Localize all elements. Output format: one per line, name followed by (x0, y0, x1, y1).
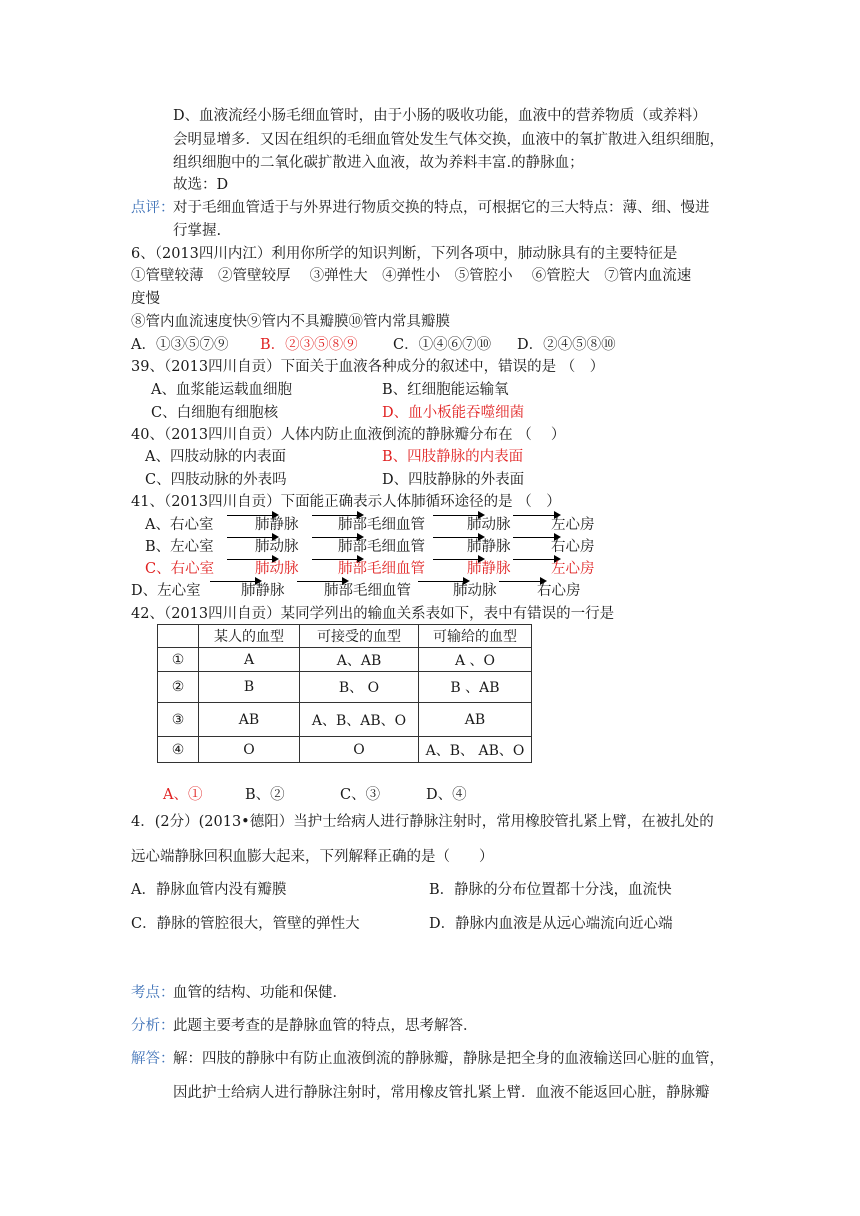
q39-option-b: B、红细胞能运输氧 (382, 382, 509, 398)
q4-option-c: C．静脉的管腔很大，管壁的弹性大 (131, 916, 360, 932)
q41-a-start: A、右心室 (145, 517, 214, 533)
table-cell: ④ (158, 737, 199, 763)
table-cell: B、 O (300, 672, 419, 703)
q4-option-d: D．静脉内血液是从远心端流向近心端 (429, 916, 673, 932)
table-row (158, 737, 532, 763)
explain-line-1: D、血液流经小肠毛细血管时，由于小肠的吸收功能，血液中的营养物质（或养料） (173, 108, 707, 124)
q41-d-start: D、左心室 (131, 583, 201, 599)
fenxi-text: 此题主要考查的是静脉血管的特点，思考解答． (173, 1018, 478, 1034)
q41-a-step-1: 肺静脉 (255, 517, 299, 533)
table-row (158, 672, 532, 703)
table-cell: ① (158, 648, 199, 672)
q41-c-start: C、右心室 (145, 561, 215, 577)
q40-stem: 40、（2013四川自贡）人体内防止血液倒流的静脉瓣分布在 （ ） (131, 427, 566, 443)
table-cell: B 、AB (419, 672, 532, 703)
q41-d-step-2: 肺部毛细血管 (324, 583, 411, 599)
fenxi-label: 分析： (131, 1018, 175, 1034)
q6-option-a: A．①③⑤⑦⑨ (131, 337, 229, 353)
q39-stem: 39、（2013四川自贡）下面关于血液各种成分的叙述中，错误的是 （ ） (131, 359, 605, 375)
q42-option-d: D、④ (426, 787, 467, 803)
table-cell: A 、O (419, 648, 532, 672)
blood-transfusion-table (157, 624, 532, 763)
table-cell: O (300, 737, 419, 763)
q41-d-step-1: 肺静脉 (241, 583, 285, 599)
q39-option-a: A、血浆能运载血细胞 (151, 382, 292, 398)
q41-d-end: 右心房 (537, 583, 581, 599)
explain-line-3: 组织细胞中的二氧化碳扩散进入血液，故为养料丰富.的静脉血； (173, 155, 584, 171)
q40-option-b: B、四肢静脉的内表面 (382, 449, 524, 465)
table-header-cell (158, 625, 199, 648)
q41-a-end: 左心房 (551, 517, 595, 533)
table-header-cell: 可接受的血型 (300, 625, 419, 648)
q41-c-step-2: 肺部毛细血管 (338, 561, 425, 577)
q6-option-c: C．①④⑥⑦⑩ (393, 337, 492, 353)
comment-label: 点评： (131, 200, 175, 216)
q42-option-b: B、② (245, 787, 285, 803)
q6-option-d: D．②④⑤⑧⑩ (517, 337, 616, 353)
jieda-line-1: 解：四肢的静脉中有防止血液倒流的静脉瓣，静脉是把全身的血液输送回心脏的血管， (173, 1051, 724, 1067)
q42-stem: 42、（2013四川自贡）某同学列出的输血关系表如下，表中有错误的一行是 (131, 606, 615, 622)
q42-option-a: A、① (163, 787, 203, 803)
q39-option-d: D、血小板能吞噬细菌 (382, 405, 525, 421)
q41-b-step-3: 肺静脉 (467, 539, 511, 555)
table-cell: B (199, 672, 300, 703)
table-cell: AB (419, 703, 532, 737)
q4-option-b: B．静脉的分布位置都十分浅，血流快 (429, 882, 672, 898)
q41-b-step-2: 肺部毛细血管 (338, 539, 425, 555)
q6-option-b: B．②③⑤⑧⑨ (260, 337, 358, 353)
q6-features-3: ⑧管内血流速度快⑨管内不具瓣膜⑩管内常具瓣膜 (131, 314, 450, 330)
table-row (158, 703, 532, 737)
q6-features-2: 度慢 (131, 291, 160, 307)
table-cell: A、B、AB、O (300, 703, 419, 737)
jieda-label: 解答： (131, 1051, 175, 1067)
q39-option-c: C、白细胞有细胞核 (151, 405, 279, 421)
q42-option-c: C、③ (340, 787, 381, 803)
comment-line-1: 对于毛细血管适于与外界进行物质交换的特点，可根据它的三大特点：薄、细、慢进 (173, 200, 710, 216)
q4-stem-2: 远心端静脉回积血膨大起来，下列解释正确的是（ ） (131, 849, 494, 865)
kaodian-label: 考点： (131, 985, 175, 1001)
q41-c-step-3: 肺静脉 (467, 561, 511, 577)
table-cell: A、B、 AB、O (419, 737, 532, 763)
q41-stem: 41、（2013四川自贡）下面能正确表示人体肺循环途径的是 （ ） (131, 494, 561, 510)
q4-option-a: A．静脉血管内没有瓣膜 (131, 882, 287, 898)
comment-line-2: 行掌握. (173, 223, 222, 239)
q41-b-end: 右心房 (551, 539, 595, 555)
q41-d-step-3: 肺动脉 (453, 583, 497, 599)
table-row (158, 648, 532, 672)
table-header-row (158, 625, 532, 648)
q41-b-step-1: 肺动脉 (255, 539, 299, 555)
table-cell: AB (199, 703, 300, 737)
table-header-cell: 可输给的血型 (419, 625, 532, 648)
q41-b-start: B、左心室 (145, 539, 214, 555)
table-cell: O (199, 737, 300, 763)
table-header-cell: 某人的血型 (199, 625, 300, 648)
q40-option-a: A、四肢动脉的内表面 (145, 449, 286, 465)
explain-line-2: 会明显增多．又因在组织的毛细血管处发生气体交换，血液中的氧扩散进入组织细胞， (173, 132, 724, 148)
q40-option-d: D、四肢静脉的外表面 (382, 472, 525, 488)
table-cell: ③ (158, 703, 199, 737)
q41-c-step-1: 肺动脉 (255, 561, 299, 577)
q4-stem-1: 4．(2分）(2013•德阳）当护士给病人进行静脉注射时，常用橡胶管扎紧上臂，在被扎处的 (131, 814, 714, 830)
kaodian-text: 血管的结构、功能和保健． (173, 985, 347, 1001)
table-cell: ② (158, 672, 199, 703)
table-cell: A (199, 648, 300, 672)
q6-features-1: ①管壁较薄 ②管壁较厚 ③弹性大 ④弹性小 ⑤管腔小 ⑥管腔大 ⑦管内血流速 (131, 268, 692, 284)
q41-a-step-2: 肺部毛细血管 (338, 517, 425, 533)
q6-stem: 6、（2013四川内江）利用你所学的知识判断，下列各项中，肺动脉具有的主要特征是 (131, 246, 678, 262)
q41-a-step-3: 肺动脉 (467, 517, 511, 533)
q41-c-end: 左心房 (551, 561, 595, 577)
answer-choice: 故选：D (173, 177, 229, 193)
q40-option-c: C、四肢动脉的外表吗 (145, 472, 287, 488)
jieda-line-2: 因此护士给病人进行静脉注射时，常用橡皮管扎紧上臂．血液不能返回心脏，静脉瓣 (173, 1085, 710, 1101)
table-cell: A、AB (300, 648, 419, 672)
